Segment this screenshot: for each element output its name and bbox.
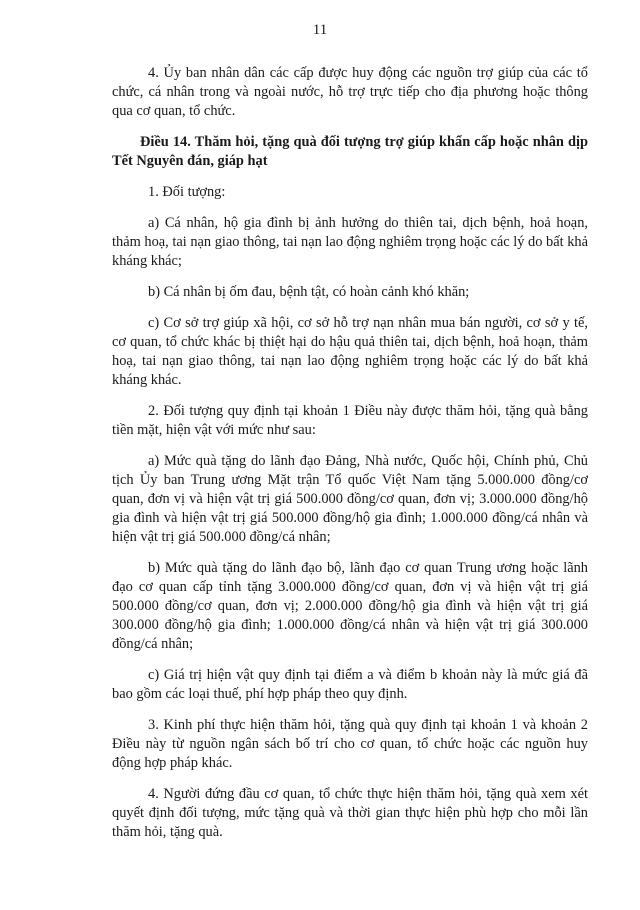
paragraph-point-c: c) Cơ sở trợ giúp xã hội, cơ sở hỗ trợ nạn nhân mua bán người, cơ sở y tế, cơ quan, tổ chức khác bị thiệt hại do hậu quả thiên tai, dịch bệnh, hoả hoạn, thảm hoạ, tai nạn giao thông, tai nạn lao động nghiêm trọng hoặc các lý do bất khả kháng khác. [112,315,588,388]
paragraph-clause-4-ubnd: 4. Ủy ban nhân dân các cấp được huy động các nguồn trợ giúp của các tổ chức, cá nhân trong và ngoài nước, hỗ trợ trực tiếp cho địa phương hoặc thông qua cơ quan, tổ chức. [112,65,588,119]
paragraph-clause-4: 4. Người đứng đầu cơ quan, tổ chức thực hiện thăm hỏi, tặng quà xem xét quyết định đối tượng, mức tặng quà và thời gian thực hiện phù hợp cho mỗi lần thăm hỏi, tặng quà. [112,786,588,840]
paragraph-clause-2-point-c: c) Giá trị hiện vật quy định tại điểm a và điểm b khoản này là mức giá đã bao gồm các loại thuế, phí hợp pháp theo quy định. [112,667,588,702]
page-number: 11 [312,22,328,38]
document-body [112,64,588,854]
paragraph-clause-2-point-a: a) Mức quà tặng do lãnh đạo Đảng, Nhà nước, Quốc hội, Chính phủ, Chủ tịch Ủy ban Trung ương Mặt trận Tổ quốc Việt Nam tặng 5.000.000 đồng/cơ quan, đơn vị và hiện vật trị giá 500.000 đồng/cơ quan, đơn vị; 3.000.000 đồng/hộ gia đình và hiện vật trị giá 500.000 đồng/hộ gia đình; 1.000.000 đồng/cá nhân và hiện vật trị giá 500.000 đồng/cá nhân; [112,453,588,545]
paragraph-point-b: b) Cá nhân bị ốm đau, bệnh tật, có hoàn cảnh khó khăn; [148,284,470,300]
article-14-heading: Điều 14. Thăm hỏi, tặng quà đối tượng trợ giúp khẩn cấp hoặc nhân dịp Tết Nguyên đán, giáp hạt [112,134,588,169]
paragraph-clause-3: 3. Kinh phí thực hiện thăm hỏi, tặng quà quy định tại khoản 1 và khoản 2 Điều này từ nguồn ngân sách bố trí cho cơ quan, tổ chức hoặc các nguồn huy động hợp pháp khác. [112,717,588,771]
paragraph-clause-2: 2. Đối tượng quy định tại khoản 1 Điều này được thăm hỏi, tặng quà bằng tiền mặt, hiện vật với mức như sau: [112,403,588,438]
paragraph-point-a: a) Cá nhân, hộ gia đình bị ảnh hưởng do thiên tai, dịch bệnh, hoả hoạn, thảm hoạ, tai nạn giao thông, tai nạn lao động nghiêm trọng hoặc các lý do bất khả kháng khác; [112,215,588,269]
paragraph-clause-2-point-b: b) Mức quà tặng do lãnh đạo bộ, lãnh đạo cơ quan Trung ương hoặc lãnh đạo cơ quan cấp tỉnh tặng 3.000.000 đồng/cơ quan, đơn vị và hiện vật trị giá 500.000 đồng/cơ quan, đơn vị; 2.000.000 đồng/hộ gia đình và hiện vật trị giá 300.000 đồng/hộ gia đình; 1.000.000 đồng/cá nhân và hiện vật trị giá 300.000 đồng/cá nhân; [112,560,588,652]
paragraph-clause-1: 1. Đối tượng: [148,184,226,200]
